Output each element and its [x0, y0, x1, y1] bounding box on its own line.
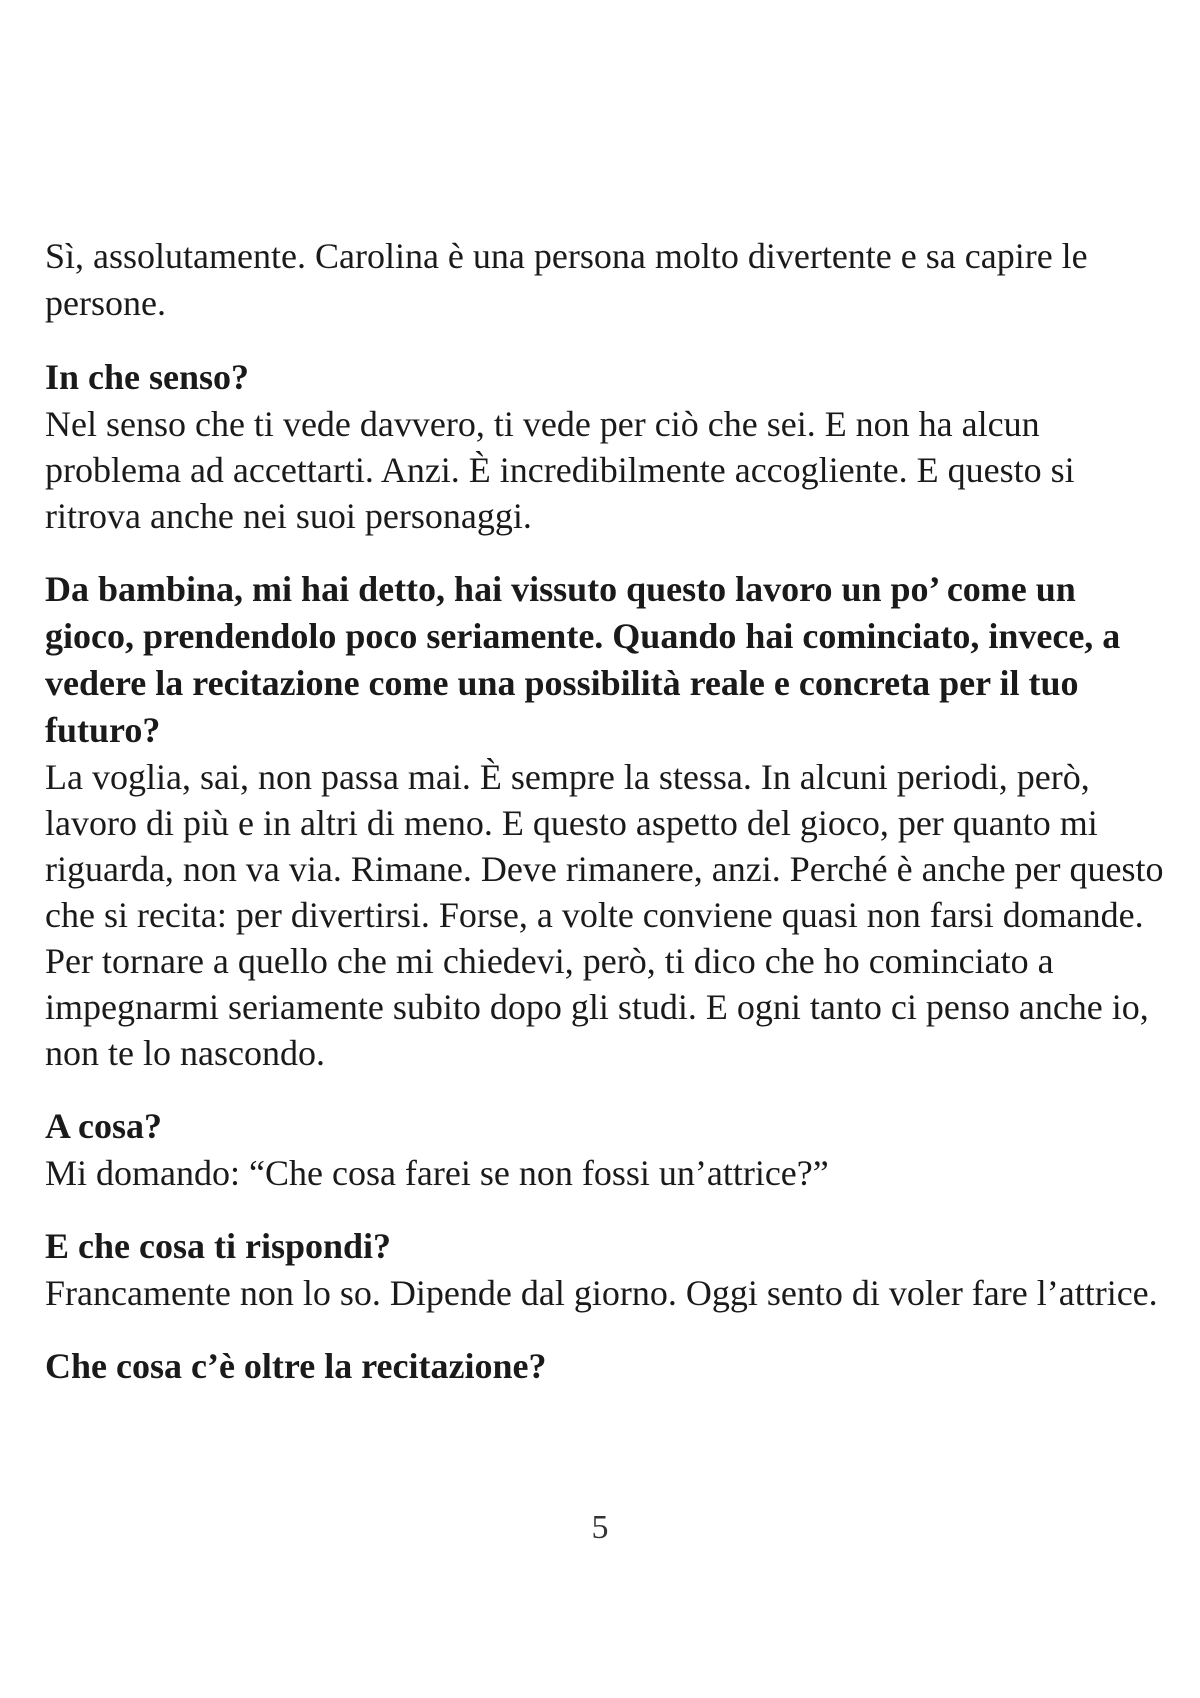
question-text: A cosa? — [45, 1106, 162, 1146]
intro-paragraph: Sì, assolutamente. Carolina è una persona molto divertente e sa capire le persone. — [45, 236, 1088, 323]
answer-text: Francamente non lo so. Dipende dal giorno. Oggi sento di voler fare l’attrice. — [45, 1273, 1158, 1313]
question-text: In che senso? — [45, 357, 250, 397]
intro-block — [45, 233, 1165, 327]
page-content — [45, 233, 1165, 1417]
page-number: 5 — [591, 1509, 609, 1546]
qa-block — [45, 566, 1165, 1076]
qa-block — [45, 354, 1165, 539]
question-text: Che cosa c’è oltre la recitazione? — [45, 1346, 547, 1386]
question-text: E che cosa ti rispondi? — [45, 1226, 392, 1266]
qa-block — [45, 1223, 1165, 1316]
answer-text: La voglia, sai, non passa mai. È sempre la stessa. In alcuni periodi, però, lavoro di più e in altri di meno. E questo aspetto del gioco, per quanto mi riguarda, non va via. Rimane. Deve rimanere, anzi. Perché è anche per questo che si recita: per divertirsi. Forse, a volte conviene quasi non farsi domande. Per tornare a quello che mi chiedevi, però, ti dico che ho cominciato a impegnarmi seriamente subito dopo gli studi. E ogni tanto ci penso anche io, non te lo nascondo. — [45, 757, 1164, 1073]
question-text: Da bambina, mi hai detto, hai vissuto questo lavoro un po’ come un gioco, prendendolo poco seriamente. Quando hai cominciato, invece, a vedere la recitazione come una possibilità reale e concreta per il tuo futuro? — [45, 569, 1121, 750]
answer-text: Nel senso che ti vede davvero, ti vede per ciò che sei. E non ha alcun problema ad accettarti. Anzi. È incredibilmente accogliente. E questo si ritrova anche nei suoi personaggi. — [45, 404, 1075, 536]
qa-block — [45, 1103, 1165, 1196]
qa-block — [45, 1343, 1165, 1390]
answer-text: Mi domando: “Che cosa farei se non fossi un’attrice?” — [45, 1153, 829, 1193]
